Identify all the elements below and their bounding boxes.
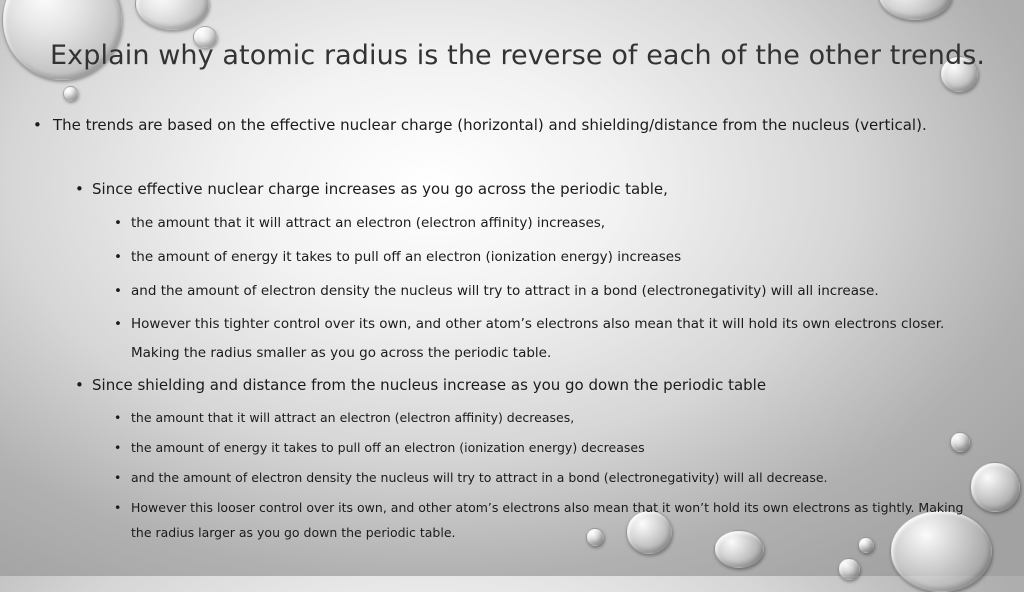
bullet-level1 [33,111,973,140]
bullet-level3 [114,277,991,306]
bullet-level2 [75,371,767,400]
bullet-marker: • [114,440,122,455]
bullet-text: and the amount of electron density the nucleus will try to attract in a bond (electronegativity) will all decrease. [131,470,828,485]
bullet-text: the amount that it will attract an electron (electron affinity) increases, [131,215,606,231]
bullet-level3 [114,495,981,545]
bullet-text: Since shielding and distance from the nucleus increase as you go down the periodic table [92,376,767,394]
bullet-level3 [114,310,991,368]
bullet-marker: • [114,316,122,332]
bullet-text: the amount of energy it takes to pull off an electron (ionization energy) decreases [131,440,645,455]
bullet-marker: • [33,116,42,134]
water-droplet-decoration [63,86,78,101]
bullet-marker: • [114,249,122,265]
slide-title: Explain why atomic radius is the reverse of each of the other trends. [50,40,986,71]
bullet-text: and the amount of electron density the nucleus will try to attract in a bond (electronegativity) will all increase. [131,283,879,299]
bullet-marker: • [114,470,122,485]
bullet-level3 [114,405,981,430]
bullet-marker: • [114,283,122,299]
water-droplet-decoration [838,558,860,580]
bullet-text: Since effective nuclear charge increases as you go across the periodic table, [92,180,668,198]
bullet-text: However this looser control over its own, and other atom’s electrons also mean that it won’t hold its own electrons as tightly. Making the radius larger as you go down the periodic table. [131,500,964,540]
bullet-level3 [114,243,991,272]
bullet-marker: • [114,500,122,515]
bullet-marker: • [75,180,84,198]
bullet-marker: • [75,376,84,394]
bullet-text: However this tighter control over its own, and other atom’s electrons also mean that it will hold its own electrons closer. Making the radius smaller as you go across the periodic table. [131,316,945,361]
bullet-level3 [114,435,981,460]
bullet-level3 [114,465,981,490]
bullet-text: The trends are based on the effective nuclear charge (horizontal) and shielding/distance from the nucleus (vertical). [53,116,927,134]
bullet-text: the amount of energy it takes to pull off an electron (ionization energy) increases [131,249,682,265]
water-droplet-decoration [135,0,209,30]
bullet-marker: • [114,410,122,425]
bullet-level2 [75,175,668,204]
bullet-marker: • [114,215,122,231]
water-droplet-decoration [878,0,952,20]
bullet-text: the amount that it will attract an electron (electron affinity) decreases, [131,410,575,425]
bullet-level3 [114,209,991,238]
